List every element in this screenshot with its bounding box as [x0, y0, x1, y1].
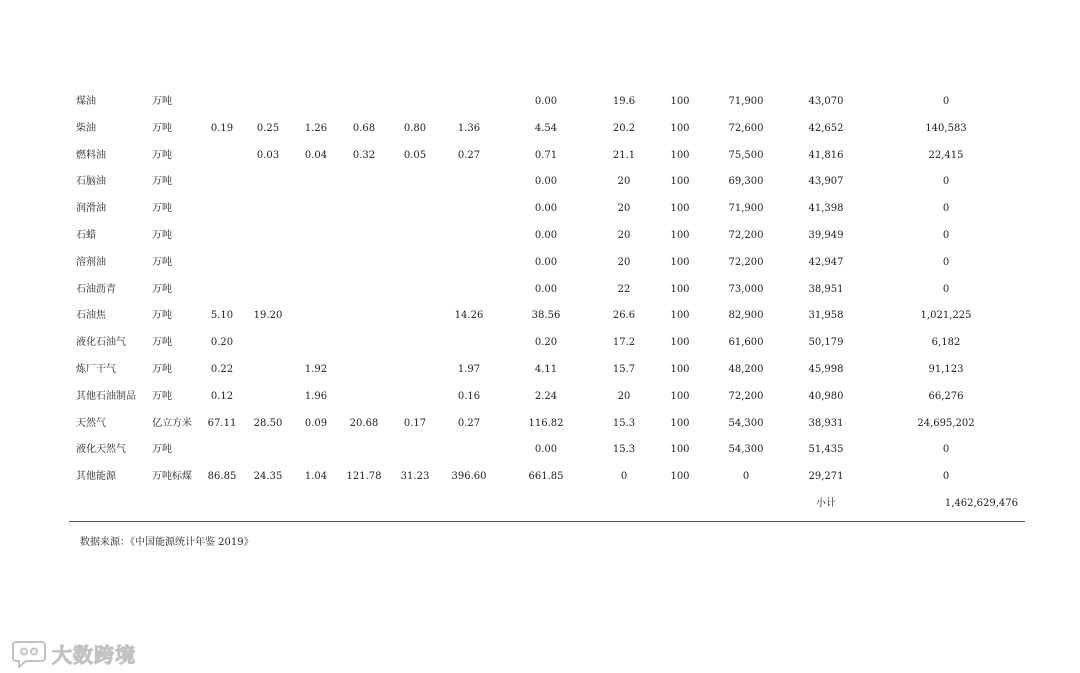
value-cell-c6: 0.16	[457, 390, 481, 402]
value-cell-heat: 29,271	[808, 471, 844, 483]
value-cell-pct: 100	[670, 203, 690, 215]
value-cell-c3: 1.04	[304, 471, 328, 483]
value-cell-c4: 20.68	[349, 417, 379, 429]
value-cell-total: 0.71	[534, 149, 558, 161]
table-row	[0, 89, 1080, 116]
value-cell-c5: 0.17	[403, 417, 427, 429]
value-cell-emission: 0	[942, 471, 950, 483]
value-cell-emission: 0	[942, 229, 950, 241]
value-cell-heat: 41,816	[808, 149, 844, 161]
value-cell-c6: 14.26	[454, 310, 484, 322]
value-cell-heat: 38,951	[808, 283, 844, 295]
value-cell-c6: 1.36	[457, 122, 481, 134]
value-cell-c1: 67.11	[207, 417, 237, 429]
value-cell-factor: 61,600	[728, 337, 764, 349]
table-row	[0, 437, 1080, 464]
energy-type-cell: 液化天然气	[76, 444, 126, 456]
value-cell-c6: 0.27	[457, 417, 481, 429]
value-cell-emission: 66,276	[928, 390, 964, 402]
value-cell-factor: 73,000	[728, 283, 764, 295]
value-cell-pct: 100	[670, 337, 690, 349]
value-cell-total: 116.82	[528, 417, 564, 429]
unit-cell: 万吨	[152, 390, 172, 402]
value-cell-factor: 82,900	[728, 310, 764, 322]
unit-cell: 万吨	[152, 229, 172, 241]
value-cell-c5: 0.05	[403, 149, 427, 161]
value-cell-emission: 91,123	[928, 363, 964, 375]
value-cell-c1: 0.19	[210, 122, 234, 134]
value-cell-total: 0.00	[534, 229, 558, 241]
unit-cell: 万吨	[152, 203, 172, 215]
value-cell-rate: 20	[617, 176, 631, 188]
value-cell-pct: 100	[670, 256, 690, 268]
value-cell-total: 0.00	[534, 96, 558, 107]
value-cell-total: 0.00	[534, 283, 558, 295]
value-cell-c2: 24.35	[253, 471, 283, 483]
value-cell-c1: 0.20	[210, 337, 234, 349]
value-cell-emission: 140,583	[925, 122, 967, 134]
value-cell-c1: 0.22	[210, 363, 234, 375]
value-cell-pct: 100	[670, 149, 690, 161]
value-cell-c3: 0.04	[304, 149, 328, 161]
value-cell-c4: 0.32	[352, 149, 376, 161]
unit-cell: 万吨	[152, 96, 172, 107]
subtotal-row	[0, 491, 1080, 518]
value-cell-factor: 48,200	[728, 363, 764, 375]
unit-cell: 万吨	[152, 444, 172, 456]
value-cell-c4: 0.68	[352, 122, 376, 134]
value-cell-c3: 0.09	[304, 417, 328, 429]
energy-emission-table	[0, 89, 1080, 518]
table-row	[0, 116, 1080, 143]
value-cell-rate: 15.3	[612, 444, 636, 456]
table-row	[0, 143, 1080, 170]
energy-type-cell: 其他能源	[76, 471, 116, 483]
value-cell-total: 0.00	[534, 256, 558, 268]
table-bottom-rule	[69, 521, 1025, 522]
value-cell-heat: 42,652	[808, 122, 844, 134]
table-row	[0, 277, 1080, 304]
energy-type-cell: 液化石油气	[76, 337, 126, 349]
subtotal-label: 小计	[816, 497, 836, 509]
table-row	[0, 250, 1080, 277]
value-cell-heat: 39,949	[808, 229, 844, 241]
energy-type-cell: 其他石油制品	[76, 390, 136, 402]
value-cell-pct: 100	[670, 96, 690, 107]
unit-cell: 万吨标煤	[152, 471, 192, 483]
energy-type-cell: 炼厂干气	[76, 363, 116, 375]
value-cell-rate: 0	[620, 471, 628, 483]
value-cell-c2: 0.25	[256, 122, 280, 134]
value-cell-c2: 0.03	[256, 149, 280, 161]
table-row	[0, 169, 1080, 196]
value-cell-heat: 45,998	[808, 363, 844, 375]
value-cell-total: 0.20	[534, 337, 558, 349]
value-cell-c6: 1.97	[457, 363, 481, 375]
table-row	[0, 357, 1080, 384]
energy-type-cell: 石油焦	[76, 310, 106, 322]
value-cell-rate: 20	[617, 229, 631, 241]
value-cell-factor: 54,300	[728, 444, 764, 456]
unit-cell: 万吨	[152, 283, 172, 295]
value-cell-emission: 0	[942, 176, 950, 188]
energy-type-cell: 石油沥青	[76, 283, 116, 295]
value-cell-c2: 19.20	[253, 310, 283, 322]
value-cell-factor: 0	[742, 471, 750, 483]
value-cell-total: 0.00	[534, 176, 558, 188]
value-cell-c2: 28.50	[253, 417, 283, 429]
value-cell-rate: 26.6	[612, 310, 636, 322]
value-cell-c6: 0.27	[457, 149, 481, 161]
value-cell-emission: 24,695,202	[917, 417, 975, 429]
value-cell-factor: 54,300	[728, 417, 764, 429]
value-cell-c1: 0.12	[210, 390, 234, 402]
value-cell-emission: 0	[942, 96, 950, 107]
value-cell-rate: 20	[617, 390, 631, 402]
value-cell-c4: 121.78	[346, 471, 382, 483]
value-cell-total: 4.11	[534, 363, 558, 375]
value-cell-pct: 100	[670, 229, 690, 241]
energy-type-cell: 石蜡	[76, 229, 96, 241]
energy-type-cell: 柴油	[76, 122, 96, 134]
value-cell-factor: 75,500	[728, 149, 764, 161]
energy-type-cell: 润滑油	[76, 203, 106, 215]
value-cell-heat: 43,070	[808, 96, 844, 107]
subtotal-value: 1,462,629,476	[944, 497, 1018, 509]
value-cell-c3: 1.26	[304, 122, 328, 134]
value-cell-total: 0.00	[534, 444, 558, 456]
chat-bubble-logo-icon	[12, 638, 46, 668]
value-cell-heat: 38,931	[808, 417, 844, 429]
value-cell-total: 661.85	[528, 471, 564, 483]
table-row	[0, 411, 1080, 438]
value-cell-heat: 40,980	[808, 390, 844, 402]
value-cell-total: 4.54	[534, 122, 558, 134]
value-cell-factor: 72,200	[728, 256, 764, 268]
value-cell-total: 0.00	[534, 203, 558, 215]
value-cell-heat: 31,958	[808, 310, 844, 322]
value-cell-emission: 0	[942, 256, 950, 268]
unit-cell: 万吨	[152, 310, 172, 322]
value-cell-c1: 5.10	[210, 310, 234, 322]
energy-type-cell: 煤油	[76, 96, 96, 107]
value-cell-rate: 15.3	[612, 417, 636, 429]
value-cell-rate: 17.2	[612, 337, 636, 349]
value-cell-pct: 100	[670, 176, 690, 188]
value-cell-c1: 86.85	[207, 471, 237, 483]
value-cell-emission: 0	[942, 203, 950, 215]
energy-type-cell: 石脑油	[76, 176, 106, 188]
value-cell-pct: 100	[670, 122, 690, 134]
table-row	[0, 384, 1080, 411]
value-cell-pct: 100	[670, 283, 690, 295]
value-cell-c3: 1.96	[304, 390, 328, 402]
unit-cell: 万吨	[152, 176, 172, 188]
watermark	[12, 636, 136, 670]
value-cell-pct: 100	[670, 363, 690, 375]
value-cell-emission: 0	[942, 444, 950, 456]
value-cell-rate: 19.6	[612, 96, 636, 107]
unit-cell: 万吨	[152, 337, 172, 349]
table-row	[0, 464, 1080, 491]
value-cell-factor: 72,200	[728, 390, 764, 402]
unit-cell: 万吨	[152, 149, 172, 161]
value-cell-rate: 20	[617, 256, 631, 268]
value-cell-c3: 1.92	[304, 363, 328, 375]
value-cell-rate: 21.1	[612, 149, 636, 161]
value-cell-rate: 22	[617, 283, 631, 295]
value-cell-factor: 71,900	[728, 96, 764, 107]
value-cell-emission: 22,415	[928, 149, 964, 161]
value-cell-factor: 72,200	[728, 229, 764, 241]
watermark-text: 大数跨境	[52, 642, 136, 667]
value-cell-c5: 31.23	[400, 471, 430, 483]
value-cell-emission: 1,021,225	[920, 310, 972, 322]
value-cell-total: 2.24	[534, 390, 558, 402]
table-row	[0, 196, 1080, 223]
value-cell-rate: 20.2	[612, 122, 636, 134]
table-row	[0, 223, 1080, 250]
unit-cell: 万吨	[152, 122, 172, 134]
value-cell-emission: 0	[942, 283, 950, 295]
value-cell-c6: 396.60	[451, 471, 487, 483]
unit-cell: 亿立方米	[152, 417, 192, 429]
value-cell-heat: 43,907	[808, 176, 844, 188]
energy-type-cell: 燃料油	[76, 149, 106, 161]
value-cell-pct: 100	[670, 310, 690, 322]
energy-type-cell: 天然气	[76, 417, 106, 429]
unit-cell: 万吨	[152, 256, 172, 268]
value-cell-pct: 100	[670, 471, 690, 483]
value-cell-total: 38.56	[531, 310, 561, 322]
value-cell-heat: 41,398	[808, 203, 844, 215]
value-cell-pct: 100	[670, 390, 690, 402]
unit-cell: 万吨	[152, 363, 172, 375]
value-cell-factor: 72,600	[728, 122, 764, 134]
energy-type-cell: 溶剂油	[76, 256, 106, 268]
value-cell-pct: 100	[670, 444, 690, 456]
value-cell-rate: 20	[617, 203, 631, 215]
value-cell-heat: 50,179	[808, 337, 844, 349]
data-source-note: 数据来源：《中国能源统计年鉴 2019》	[80, 537, 254, 548]
value-cell-heat: 42,947	[808, 256, 844, 268]
value-cell-factor: 71,900	[728, 203, 764, 215]
value-cell-c5: 0.80	[403, 122, 427, 134]
table-row	[0, 330, 1080, 357]
value-cell-factor: 69,300	[728, 176, 764, 188]
value-cell-emission: 6,182	[931, 337, 961, 349]
value-cell-heat: 51,435	[808, 444, 844, 456]
value-cell-pct: 100	[670, 417, 690, 429]
table-row	[0, 303, 1080, 330]
value-cell-rate: 15.7	[612, 363, 636, 375]
